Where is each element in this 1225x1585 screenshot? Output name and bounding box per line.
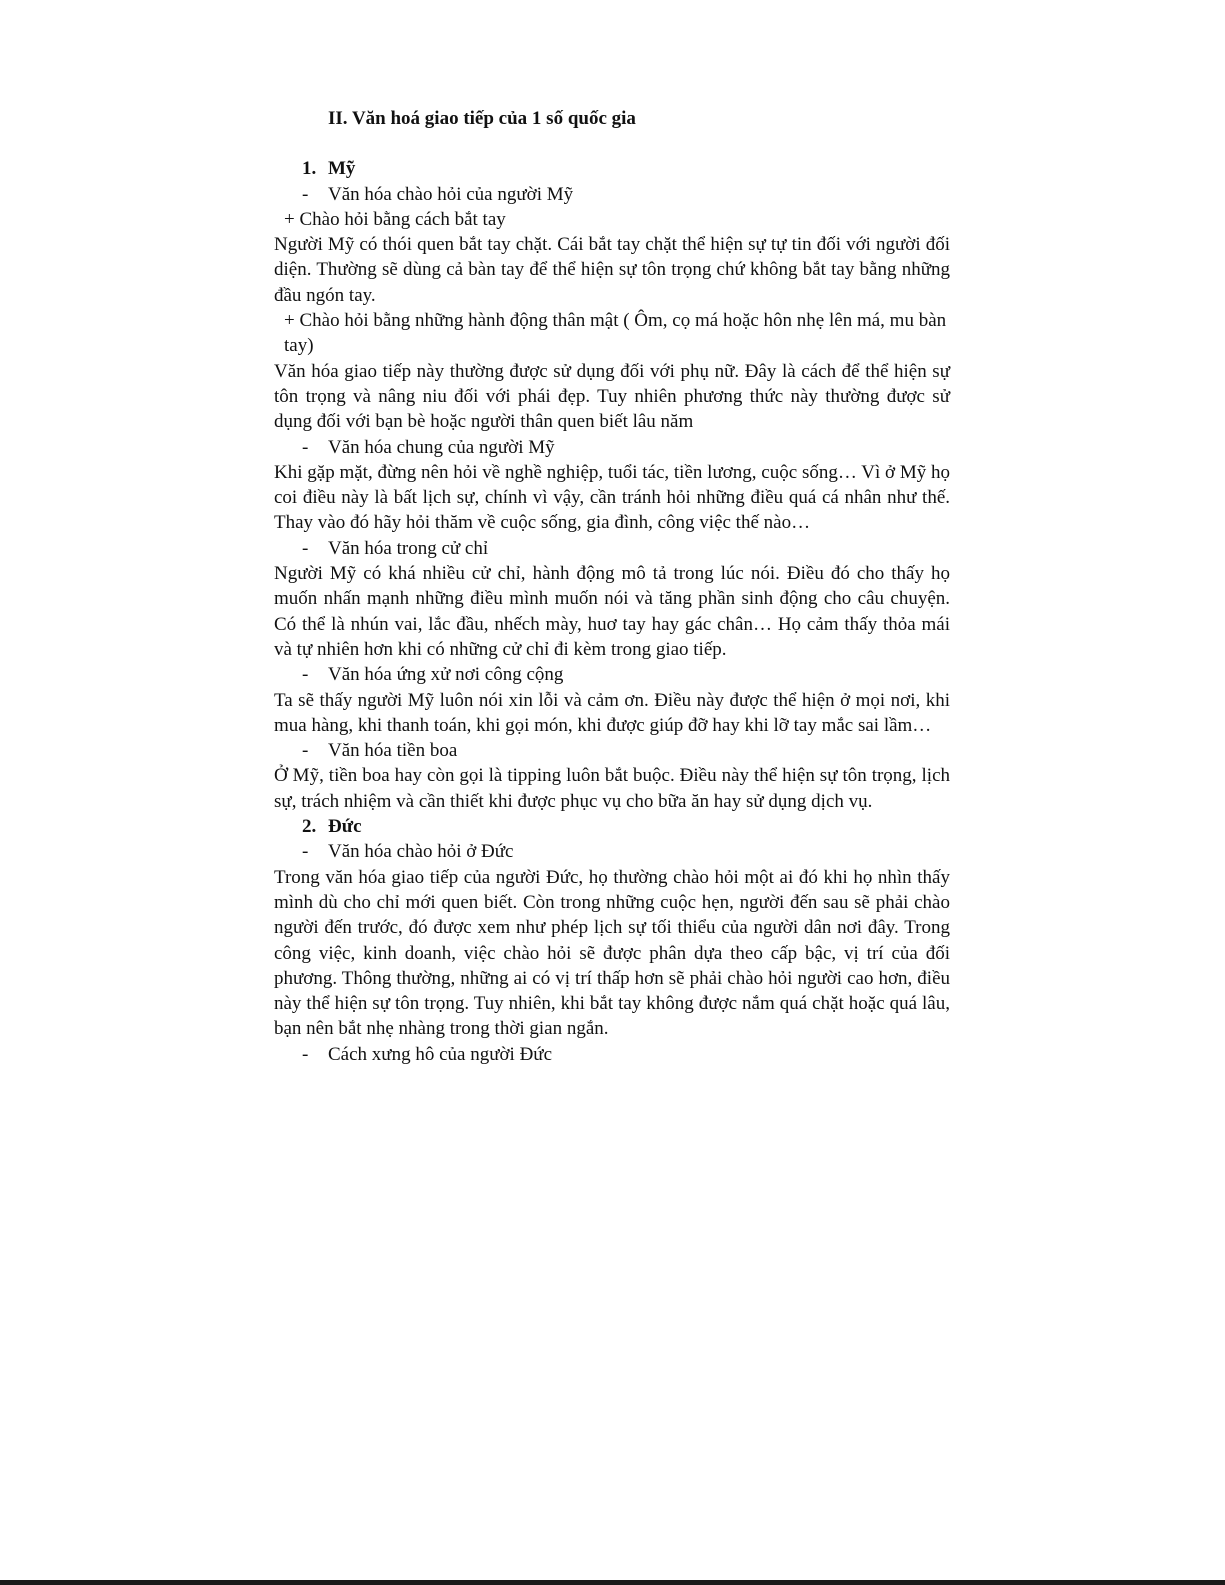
bullet-dash: -	[302, 183, 309, 205]
section-title: Mỹ	[328, 158, 356, 180]
bullet-dash: -	[302, 436, 309, 458]
bullet-text: Cách xưng hô của người Đức	[328, 1043, 553, 1065]
bullet-item	[274, 1042, 950, 1067]
page-title: II. Văn hoá giao tiếp của 1 số quốc gia	[328, 108, 636, 129]
paragraph: Văn hóa giao tiếp này thường được sử dụng đối với phụ nữ. Đây là cách để thể hiện sự tôn trọng và nâng niu đối với phái đẹp. Tuy nhiên phương thức này thường được sử dụng đối với bạn bè hoặc người thân quen biết lâu năm	[274, 360, 950, 433]
document-body	[274, 156, 950, 1067]
bullet-text: Văn hóa chào hỏi ở Đức	[328, 841, 514, 863]
section-heading	[274, 814, 950, 839]
paragraph: Khi gặp mặt, đừng nên hỏi về nghề nghiệp, tuổi tác, tiền lương, cuộc sống… Vì ở Mỹ họ coi điều này là bất lịch sự, chính vì vậy, cần tránh hỏi những điều quá cá nhân như thế. Thay vào đó hãy hỏi thăm về cuộc sống, gia đình, công việc thế nào…	[274, 461, 950, 534]
bullet-dash: -	[302, 740, 309, 762]
paragraph: Ta sẽ thấy người Mỹ luôn nói xin lỗi và cảm ơn. Điều này được thể hiện ở mọi nơi, khi mua hàng, khi thanh toán, khi gọi món, khi được giúp đỡ hay khi lỡ tay mắc sai lầm…	[274, 689, 950, 736]
bullet-item	[274, 536, 950, 561]
paragraph: Ở Mỹ, tiền boa hay còn gọi là tipping luôn bắt buộc. Điều này thể hiện sự tôn trọng, lịch sự, trách nhiệm và cần thiết khi được phục vụ cho bữa ăn hay sử dụng dịch vụ.	[274, 765, 950, 812]
section-heading	[274, 156, 950, 181]
bullet-text: Văn hóa tiền boa	[328, 740, 458, 762]
bullet-text: Văn hóa ứng xử nơi công cộng	[328, 664, 564, 686]
bullet-dash: -	[302, 1043, 309, 1065]
bullet-item	[274, 182, 950, 207]
bullet-dash: -	[302, 537, 309, 559]
bullet-item	[274, 738, 950, 763]
document-page	[274, 100, 950, 1067]
section-title: Đức	[328, 816, 362, 838]
paragraph: Người Mỹ có thói quen bắt tay chặt. Cái bắt tay chặt thể hiện sự tự tin đối với người đối diện. Thường sẽ dùng cả bàn tay để thể hiện sự tôn trọng chứ không bắt tay bằng những đầu ngón tay.	[274, 234, 950, 306]
sub-item: + Chào hỏi bằng cách bắt tay	[284, 208, 506, 230]
section-number: 2.	[302, 816, 317, 838]
paragraph: Trong văn hóa giao tiếp của người Đức, họ thường chào hỏi một ai đó khi họ nhìn thấy mình dù cho chỉ mới quen biết. Còn trong những cuộc hẹn, người đến sau sẽ phải chào người đến trước, đó được xem như phép lịch sự tối thiểu của người dân nơi đây. Trong công việc, kinh doanh, việc chào hỏi sẽ được phân dựa theo cấp bậc, vị trí của đối phương. Thông thường, những ai có vị trí thấp hơn sẽ phải chào hỏi người cao hơn, điều này thể hiện sự tôn trọng. Tuy nhiên, khi bắt tay không được nắm quá chặt hoặc quá lâu, bạn nên bắt nhẹ nhàng trong thời gian ngắn.	[274, 866, 950, 1040]
bullet-text: Văn hóa chung của người Mỹ	[328, 436, 555, 458]
bullet-text: Văn hóa trong cử chỉ	[328, 537, 489, 559]
paragraph: Người Mỹ có khá nhiều cử chỉ, hành động mô tả trong lúc nói. Điều đó cho thấy họ muốn nhấn mạnh những điều mình muốn nói và tăng phần sinh động cho câu chuyện. Có thể là nhún vai, lắc đầu, nhếch mày, huơ tay hay gác chân… Họ cảm thấy thỏa mái và tự nhiên hơn khi có những cử chỉ đi kèm trong giao tiếp.	[274, 563, 950, 660]
sub-item: + Chào hỏi bằng những hành động thân mật ( Ôm, cọ má hoặc hôn nhẹ lên má, mu bàn tay)	[284, 310, 947, 357]
bullet-dash: -	[302, 664, 309, 686]
page-bottom-border	[0, 1580, 1225, 1585]
bullet-item	[274, 662, 950, 687]
section-number: 1.	[302, 158, 317, 180]
bullet-dash: -	[302, 841, 309, 863]
bullet-item	[274, 435, 950, 460]
spacer	[274, 131, 950, 156]
bullet-item	[274, 839, 950, 864]
bullet-text: Văn hóa chào hỏi của người Mỹ	[328, 183, 574, 205]
